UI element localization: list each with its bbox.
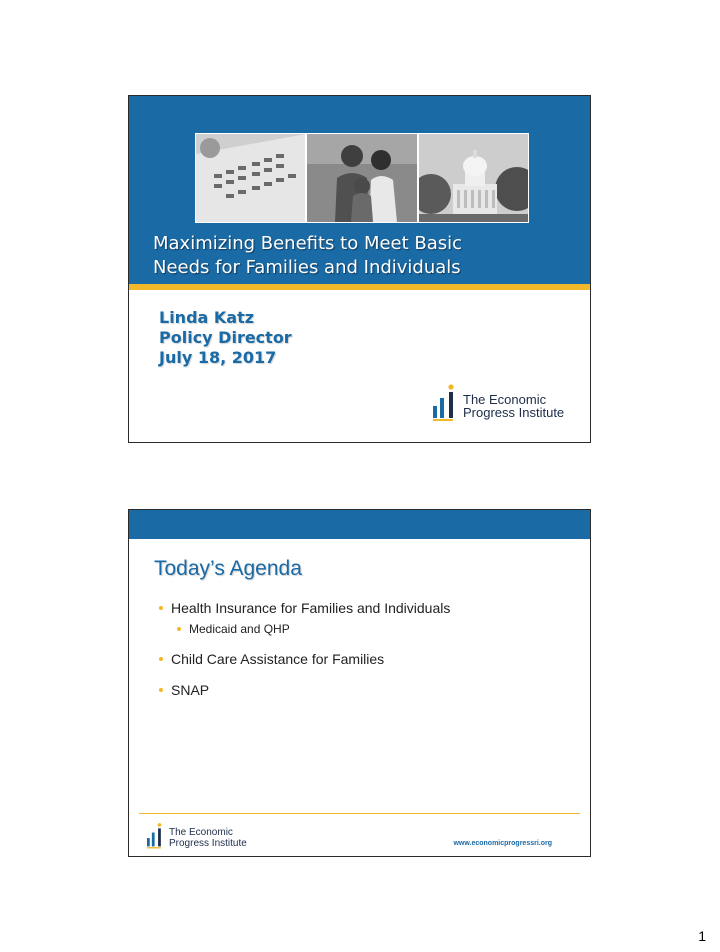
presenter-role: Policy Director (159, 328, 292, 347)
agenda-item-label: Child Care Assistance for Families (171, 651, 385, 667)
presenter-name: Linda Katz (159, 308, 255, 327)
agenda-subitem-label: Medicaid and QHP (189, 622, 290, 636)
header-photo-strip (195, 133, 529, 223)
presentation-title-line2: Needs for Families and Individuals (153, 257, 461, 278)
capitol-building-photo (419, 134, 528, 222)
bullet-icon (177, 627, 181, 631)
agenda-item (159, 651, 384, 667)
logo-text-line1: The Economic (463, 391, 547, 407)
bar-chart-logo-icon (147, 822, 165, 850)
document-chart-photo (196, 134, 305, 222)
agenda-subitem (177, 622, 290, 636)
bullet-icon (159, 657, 163, 661)
header-band (129, 510, 590, 539)
logo-text-line2: Progress Institute (169, 837, 247, 849)
logo-text-line1: The Economic (169, 827, 233, 838)
agenda-heading: Today’s Agenda (154, 557, 302, 580)
page-number: 1 (698, 928, 706, 944)
economic-progress-institute-logo (147, 822, 247, 850)
bullet-icon (159, 606, 163, 610)
bullet-icon (159, 688, 163, 692)
agenda-item-label: SNAP (171, 682, 210, 698)
title-slide (128, 95, 591, 443)
agenda-item-label: Health Insurance for Families and Individuals (171, 600, 451, 616)
presentation-title-line1: Maximizing Benefits to Meet Basic (153, 233, 463, 254)
agenda-item (159, 600, 450, 616)
agenda-item (159, 682, 209, 698)
family-photo (307, 134, 416, 222)
economic-progress-institute-logo (433, 384, 564, 422)
presentation-date: July 18, 2017 (159, 348, 277, 367)
gold-divider (129, 284, 590, 290)
footer-divider (139, 813, 580, 814)
website-url: www.economicprogressri.org (453, 840, 552, 847)
bar-chart-logo-icon (433, 384, 459, 422)
agenda-slide (128, 509, 591, 857)
logo-text-line2: Progress Institute (463, 405, 565, 421)
